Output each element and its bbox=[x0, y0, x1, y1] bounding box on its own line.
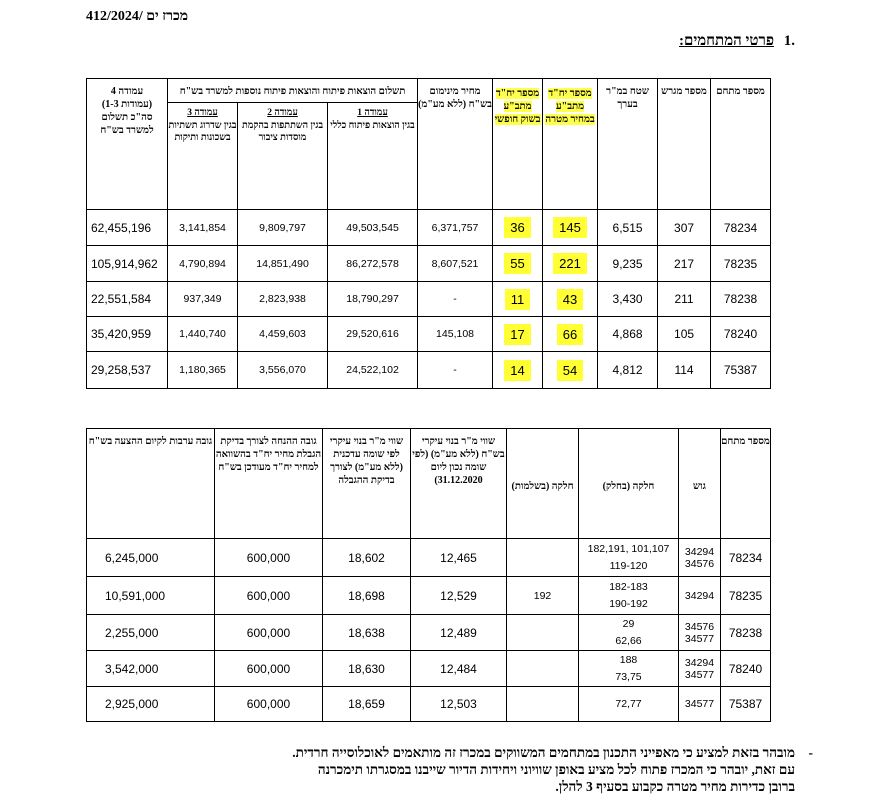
th-col3: עמודה 3 בגין שדרוג תשתיות בשכונות ותיקות bbox=[168, 103, 238, 210]
section-number: .1 bbox=[783, 33, 795, 49]
block-value: 34294 bbox=[684, 545, 715, 558]
cell-col1: 86,272,578 bbox=[328, 246, 418, 282]
th-complex-no: מספר מתחם bbox=[711, 79, 771, 210]
table-row bbox=[87, 577, 771, 615]
cell-units-target-value: 66 bbox=[557, 324, 583, 345]
block-value: 34577 bbox=[684, 668, 715, 681]
cell-min-price: - bbox=[418, 282, 493, 317]
cell-units-free-value: 55 bbox=[504, 253, 530, 274]
cell-area: 9,235 bbox=[598, 246, 658, 282]
block-value: 34577 bbox=[684, 632, 715, 645]
th2-value-updated: שווי מ"ר בנוי עיקרי לפי שומה עדכנית (ללא מע"מ) לצורך בדיקת ההגבלה bbox=[323, 429, 411, 539]
cell-col1: 18,790,297 bbox=[328, 282, 418, 317]
cell-value-today: 12,489 bbox=[411, 615, 507, 651]
table-row bbox=[87, 352, 771, 389]
cell-units-target bbox=[543, 352, 598, 389]
tender-number: 412/2024/ bbox=[86, 9, 143, 24]
cell-parcel-part bbox=[579, 651, 679, 687]
table-row bbox=[87, 246, 771, 282]
cell-min-price: - bbox=[418, 352, 493, 389]
cell-guarantee: 3,542,000 bbox=[87, 651, 215, 687]
cell-block bbox=[679, 577, 721, 615]
cell-parcel-part bbox=[579, 615, 679, 651]
block-value: 34576 bbox=[684, 557, 715, 570]
cell-value-today: 12,465 bbox=[411, 539, 507, 577]
cell-value-updated: 18,602 bbox=[323, 539, 411, 577]
parcel-part-value: 190-192 bbox=[609, 597, 648, 610]
th2-block: גוש bbox=[679, 429, 721, 539]
cell-units-target bbox=[543, 317, 598, 352]
parcel-part-value: 62,66 bbox=[615, 634, 642, 647]
cell-complex: 78240 bbox=[711, 317, 771, 352]
cell-guarantee: 2,925,000 bbox=[87, 687, 215, 722]
cell-block bbox=[679, 687, 721, 722]
cell-area: 6,515 bbox=[598, 210, 658, 246]
cell-units-target-value: 145 bbox=[553, 217, 587, 238]
th-dev-group: תשלום הוצאות פיתוח והוצאות פיתוח נוספות למשרד בש"ח bbox=[168, 79, 418, 103]
cell-block bbox=[679, 615, 721, 651]
th2-parcel-full: חלקה (בשלמות) bbox=[507, 429, 579, 539]
cell-value-updated: 18,638 bbox=[323, 615, 411, 651]
cell-complex: 78235 bbox=[711, 246, 771, 282]
cell-units-target-value: 221 bbox=[553, 253, 587, 274]
note-line-3: ברובן כדירות מחיר מטרה כקבוע בסעיף 3 להלן. bbox=[555, 779, 795, 794]
cell-units-target bbox=[543, 282, 598, 317]
cell-col2: 9,809,797 bbox=[238, 210, 328, 246]
cell-value-updated: 18,659 bbox=[323, 687, 411, 722]
cell-area: 4,812 bbox=[598, 352, 658, 389]
table-row bbox=[87, 282, 771, 317]
block-value: 34294 bbox=[684, 656, 715, 669]
cell-units-free bbox=[493, 282, 543, 317]
cell-complex: 78234 bbox=[711, 210, 771, 246]
cell-discount: 600,000 bbox=[215, 539, 323, 577]
cell-discount: 600,000 bbox=[215, 577, 323, 615]
th-min-price: מחיר מינימום בש"ח (ללא מע"מ) bbox=[418, 79, 493, 210]
section-heading bbox=[679, 33, 795, 50]
parcel-part-value: 101,107 ,182,191 bbox=[587, 542, 670, 555]
cell-discount: 600,000 bbox=[215, 615, 323, 651]
cell-col2: 14,851,490 bbox=[238, 246, 328, 282]
th-plot-no: מספר מגרש bbox=[658, 79, 711, 210]
cell-col1: 49,503,545 bbox=[328, 210, 418, 246]
table-row bbox=[87, 210, 771, 246]
cell-col3: 4,790,894 bbox=[168, 246, 238, 282]
th2-value-today: שווי מ"ר בנוי עיקרי בש"ח (ללא מע"מ) (לפי שומה נכון ליום 31.12.2020) bbox=[411, 429, 507, 539]
th-col2: עמודה 2 בגין השתתפות בהקמת מוסדות ציבור bbox=[238, 103, 328, 210]
cell-units-target-value: 54 bbox=[557, 360, 583, 381]
cell-value-updated: 18,630 bbox=[323, 651, 411, 687]
cell-parcel-full: 192 bbox=[507, 577, 579, 615]
cell-units-free bbox=[493, 317, 543, 352]
parcel-part-value: 73,75 bbox=[615, 670, 642, 683]
cell-parcel-full bbox=[507, 687, 579, 722]
cell-value-updated: 18,698 bbox=[323, 577, 411, 615]
cell-min-price: 6,371,757 bbox=[418, 210, 493, 246]
th2-complex-no: מספר מתחם bbox=[721, 429, 771, 539]
cell-units-target bbox=[543, 246, 598, 282]
cell-plot: 217 bbox=[658, 246, 711, 282]
tender-header bbox=[86, 9, 188, 25]
cell-complex: 78240 bbox=[721, 651, 771, 687]
th-col1: עמודה 1 בגין הוצאות פיתוח כללי bbox=[328, 103, 418, 210]
cell-units-free bbox=[493, 352, 543, 389]
cell-parcel-part bbox=[579, 539, 679, 577]
cell-plot: 114 bbox=[658, 352, 711, 389]
note-line-1: מובהר בזאת למציע כי מאפייני התכנון במתחמים המשווקים במכרז זה מותאמים לאוכלוסייה חרדית. bbox=[292, 745, 795, 760]
cell-col4: 105,914,962 bbox=[87, 246, 168, 282]
complexes-table bbox=[86, 78, 771, 389]
cell-units-free-value: 17 bbox=[504, 324, 530, 345]
cell-col1: 29,520,616 bbox=[328, 317, 418, 352]
table-row bbox=[87, 539, 771, 577]
cell-parcel-full bbox=[507, 539, 579, 577]
th2-guarantee: גובה ערבות לקיום ההצעה בש"ח bbox=[87, 429, 215, 539]
cell-min-price: 145,108 bbox=[418, 317, 493, 352]
parcel-part-value: 119-120 bbox=[609, 559, 648, 572]
cell-plot: 307 bbox=[658, 210, 711, 246]
section-title: פרטי המתחמים: bbox=[679, 33, 774, 49]
cell-col4: 35,420,959 bbox=[87, 317, 168, 352]
cell-complex: 78238 bbox=[721, 615, 771, 651]
block-value: 34576 bbox=[684, 620, 715, 633]
cell-block bbox=[679, 651, 721, 687]
cell-units-free-value: 14 bbox=[504, 360, 530, 381]
cell-block bbox=[679, 539, 721, 577]
cell-units-free bbox=[493, 246, 543, 282]
th-units-target: מספר יח"ד מתב"ע במחיר מטרה bbox=[543, 79, 598, 210]
table-row bbox=[87, 687, 771, 722]
cell-col4: 62,455,196 bbox=[87, 210, 168, 246]
cell-value-today: 12,503 bbox=[411, 687, 507, 722]
cell-value-today: 12,484 bbox=[411, 651, 507, 687]
parcels-table bbox=[86, 428, 771, 722]
table-row bbox=[87, 615, 771, 651]
cell-discount: 600,000 bbox=[215, 687, 323, 722]
parcel-part-value: 29 bbox=[622, 617, 635, 630]
cell-units-free bbox=[493, 210, 543, 246]
cell-discount: 600,000 bbox=[215, 651, 323, 687]
cell-min-price: 8,607,521 bbox=[418, 246, 493, 282]
cell-complex: 75387 bbox=[721, 687, 771, 722]
cell-complex: 78235 bbox=[721, 577, 771, 615]
cell-col1: 24,522,102 bbox=[328, 352, 418, 389]
cell-parcel-part bbox=[579, 577, 679, 615]
cell-col3: 1,440,740 bbox=[168, 317, 238, 352]
cell-units-free-value: 36 bbox=[504, 217, 530, 238]
cell-col3: 3,141,854 bbox=[168, 210, 238, 246]
tender-prefix: מכרז ים bbox=[146, 9, 189, 24]
cell-plot: 211 bbox=[658, 282, 711, 317]
block-value: 34294 bbox=[684, 589, 715, 602]
block-value: 34577 bbox=[684, 698, 715, 710]
table-row bbox=[87, 317, 771, 352]
cell-col3: 1,180,365 bbox=[168, 352, 238, 389]
cell-guarantee: 2,255,000 bbox=[87, 615, 215, 651]
th2-discount: גובה ההנחה לצורך בדיקת הגבלת מחיר יח"ד בהשוואה למחיר יח"ד מעודכן בש"ח bbox=[215, 429, 323, 539]
cell-col2: 4,459,603 bbox=[238, 317, 328, 352]
cell-value-today: 12,529 bbox=[411, 577, 507, 615]
parcel-part-value: 72,77 bbox=[615, 697, 642, 710]
th2-parcel-part: חלקה (בחלק) bbox=[579, 429, 679, 539]
th-col4-sub: (עמודות 1-3) bbox=[101, 99, 153, 110]
cell-complex: 75387 bbox=[711, 352, 771, 389]
th-col4 bbox=[87, 79, 168, 210]
cell-units-target bbox=[543, 210, 598, 246]
cell-col3: 937,349 bbox=[168, 282, 238, 317]
note-line-2: עם זאת, יובהר כי המכרז פתוח לכל מציע באופן שוויוני ויחידות הדיור שייבנו במסגרתו תימכרנה bbox=[317, 762, 795, 777]
cell-complex: 78234 bbox=[721, 539, 771, 577]
note-paragraph bbox=[95, 744, 813, 795]
th-units-free: מספר יח"ד מתב"ע בשוק חופשי bbox=[493, 79, 543, 210]
cell-col2: 3,556,070 bbox=[238, 352, 328, 389]
cell-plot: 105 bbox=[658, 317, 711, 352]
parcel-part-value: 182-183 bbox=[609, 580, 648, 593]
th-area: שטח במ"ר בערך bbox=[598, 79, 658, 210]
note-bullet: - bbox=[808, 745, 813, 760]
cell-parcel-full bbox=[507, 651, 579, 687]
cell-area: 3,430 bbox=[598, 282, 658, 317]
cell-units-free-value: 11 bbox=[505, 289, 531, 310]
cell-parcel-full bbox=[507, 615, 579, 651]
th-col4-text: סה"כ תשלום למשרד בש"ח bbox=[100, 112, 154, 136]
parcel-part-value: 188 bbox=[619, 653, 638, 666]
cell-col4: 22,551,584 bbox=[87, 282, 168, 317]
cell-col2: 2,823,938 bbox=[238, 282, 328, 317]
cell-parcel-part bbox=[579, 687, 679, 722]
th-col4-title: עמודה 4 bbox=[110, 86, 144, 97]
cell-guarantee: 6,245,000 bbox=[87, 539, 215, 577]
cell-guarantee: 10,591,000 bbox=[87, 577, 215, 615]
cell-complex: 78238 bbox=[711, 282, 771, 317]
table-row bbox=[87, 651, 771, 687]
cell-units-target-value: 43 bbox=[557, 289, 583, 310]
cell-area: 4,868 bbox=[598, 317, 658, 352]
cell-col4: 29,258,537 bbox=[87, 352, 168, 389]
